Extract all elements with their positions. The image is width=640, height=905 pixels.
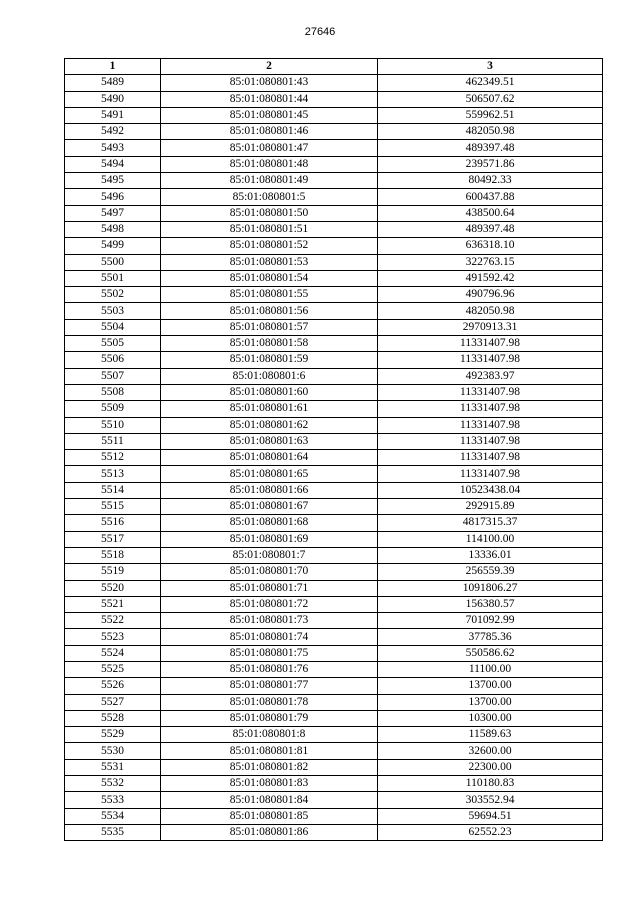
table-cell-col-2: 85:01:080801:83 — [161, 776, 378, 792]
table-row — [65, 384, 603, 400]
table-cell-col-2: 85:01:080801:5 — [161, 189, 378, 205]
table-cell-col-1: 5491 — [65, 107, 161, 123]
table-row — [65, 173, 603, 189]
table-cell-col-1: 5526 — [65, 678, 161, 694]
table-cell-col-3: 482050.98 — [378, 124, 603, 140]
table-cell-col-3: 4817315.37 — [378, 515, 603, 531]
table-body — [65, 75, 603, 841]
table-cell-col-2: 85:01:080801:62 — [161, 417, 378, 433]
table-cell-col-3: 489397.48 — [378, 140, 603, 156]
table-cell-col-2: 85:01:080801:84 — [161, 792, 378, 808]
table-cell-col-2: 85:01:080801:68 — [161, 515, 378, 531]
table-row — [65, 417, 603, 433]
table-cell-col-1: 5533 — [65, 792, 161, 808]
table-cell-col-3: 489397.48 — [378, 221, 603, 237]
table-row — [65, 629, 603, 645]
table-cell-col-3: 11331407.98 — [378, 417, 603, 433]
table-cell-col-3: 303552.94 — [378, 792, 603, 808]
table-cell-col-1: 5512 — [65, 450, 161, 466]
table-cell-col-1: 5527 — [65, 694, 161, 710]
table-cell-col-3: 492383.97 — [378, 368, 603, 384]
table-cell-col-1: 5501 — [65, 270, 161, 286]
table-cell-col-1: 5489 — [65, 75, 161, 91]
table-row — [65, 824, 603, 840]
table-row — [65, 743, 603, 759]
table-row — [65, 238, 603, 254]
table-row — [65, 580, 603, 596]
table-row — [65, 433, 603, 449]
table-cell-col-3: 10300.00 — [378, 710, 603, 726]
table-cell-col-2: 85:01:080801:76 — [161, 661, 378, 677]
table-cell-col-2: 85:01:080801:53 — [161, 254, 378, 270]
table-row — [65, 515, 603, 531]
table-row — [65, 645, 603, 661]
table-cell-col-3: 11331407.98 — [378, 450, 603, 466]
table-cell-col-3: 490796.96 — [378, 287, 603, 303]
table-row — [65, 710, 603, 726]
table-row — [65, 156, 603, 172]
table-row — [65, 91, 603, 107]
table-cell-col-2: 85:01:080801:61 — [161, 401, 378, 417]
table-cell-col-2: 85:01:080801:6 — [161, 368, 378, 384]
table-cell-col-1: 5531 — [65, 759, 161, 775]
table-cell-col-2: 85:01:080801:63 — [161, 433, 378, 449]
table-cell-col-3: 636318.10 — [378, 238, 603, 254]
table-cell-col-2: 85:01:080801:71 — [161, 580, 378, 596]
table-cell-col-3: 62552.23 — [378, 824, 603, 840]
table-cell-col-3: 239571.86 — [378, 156, 603, 172]
table-row — [65, 287, 603, 303]
table-cell-col-3: 506507.62 — [378, 91, 603, 107]
table-cell-col-3: 114100.00 — [378, 531, 603, 547]
table-row — [65, 368, 603, 384]
table-cell-col-2: 85:01:080801:55 — [161, 287, 378, 303]
table-row — [65, 808, 603, 824]
table-cell-col-2: 85:01:080801:51 — [161, 221, 378, 237]
table-cell-col-3: 13700.00 — [378, 694, 603, 710]
table-row — [65, 564, 603, 580]
table-cell-col-2: 85:01:080801:59 — [161, 352, 378, 368]
table-cell-col-3: 80492.33 — [378, 173, 603, 189]
table-cell-col-2: 85:01:080801:65 — [161, 466, 378, 482]
table-cell-col-1: 5515 — [65, 499, 161, 515]
table-cell-col-1: 5524 — [65, 645, 161, 661]
table-cell-col-3: 438500.64 — [378, 205, 603, 221]
table-cell-col-2: 85:01:080801:72 — [161, 596, 378, 612]
table-row — [65, 759, 603, 775]
table-cell-col-1: 5511 — [65, 433, 161, 449]
table-cell-col-3: 482050.98 — [378, 303, 603, 319]
table-cell-col-1: 5507 — [65, 368, 161, 384]
table-cell-col-1: 5508 — [65, 384, 161, 400]
table-cell-col-1: 5490 — [65, 91, 161, 107]
table-row — [65, 661, 603, 677]
table-cell-col-1: 5504 — [65, 319, 161, 335]
table-row — [65, 75, 603, 91]
table-cell-col-2: 85:01:080801:69 — [161, 531, 378, 547]
table-row — [65, 547, 603, 563]
table-cell-col-3: 22300.00 — [378, 759, 603, 775]
table-row — [65, 270, 603, 286]
table-cell-col-1: 5522 — [65, 613, 161, 629]
table-cell-col-2: 85:01:080801:50 — [161, 205, 378, 221]
table-cell-col-3: 256559.39 — [378, 564, 603, 580]
table-cell-col-2: 85:01:080801:64 — [161, 450, 378, 466]
table-cell-col-2: 85:01:080801:86 — [161, 824, 378, 840]
table-cell-col-2: 85:01:080801:82 — [161, 759, 378, 775]
table-cell-col-1: 5516 — [65, 515, 161, 531]
table-cell-col-1: 5534 — [65, 808, 161, 824]
table-row — [65, 189, 603, 205]
table-row — [65, 319, 603, 335]
table-row — [65, 401, 603, 417]
table-row — [65, 140, 603, 156]
table-cell-col-2: 85:01:080801:44 — [161, 91, 378, 107]
table-cell-col-3: 2970913.31 — [378, 319, 603, 335]
table-cell-col-1: 5494 — [65, 156, 161, 172]
data-table — [64, 58, 603, 841]
table-cell-col-1: 5496 — [65, 189, 161, 205]
table-cell-col-2: 85:01:080801:78 — [161, 694, 378, 710]
table-cell-col-3: 59694.51 — [378, 808, 603, 824]
table-cell-col-1: 5502 — [65, 287, 161, 303]
table-cell-col-3: 110180.83 — [378, 776, 603, 792]
table-row — [65, 205, 603, 221]
table-cell-col-3: 37785.36 — [378, 629, 603, 645]
table-cell-col-2: 85:01:080801:85 — [161, 808, 378, 824]
table-cell-col-2: 85:01:080801:79 — [161, 710, 378, 726]
table-cell-col-2: 85:01:080801:74 — [161, 629, 378, 645]
table-row — [65, 303, 603, 319]
page-number: 27646 — [304, 26, 336, 38]
table-cell-col-3: 11331407.98 — [378, 352, 603, 368]
table-cell-col-2: 85:01:080801:7 — [161, 547, 378, 563]
table-cell-col-1: 5535 — [65, 824, 161, 840]
table-cell-col-2: 85:01:080801:48 — [161, 156, 378, 172]
table-cell-col-1: 5492 — [65, 124, 161, 140]
table-cell-col-2: 85:01:080801:81 — [161, 743, 378, 759]
table-header-row — [65, 59, 603, 75]
table-cell-col-3: 701092.99 — [378, 613, 603, 629]
table-row — [65, 613, 603, 629]
table-row — [65, 776, 603, 792]
table-row — [65, 499, 603, 515]
column-header-3: 3 — [378, 59, 603, 75]
table-cell-col-3: 322763.15 — [378, 254, 603, 270]
column-header-1: 1 — [65, 59, 161, 75]
table-cell-col-1: 5498 — [65, 221, 161, 237]
table-cell-col-2: 85:01:080801:52 — [161, 238, 378, 254]
table-cell-col-1: 5495 — [65, 173, 161, 189]
table-cell-col-2: 85:01:080801:58 — [161, 336, 378, 352]
table-row — [65, 336, 603, 352]
table-cell-col-3: 292915.89 — [378, 499, 603, 515]
table-cell-col-3: 559962.51 — [378, 107, 603, 123]
table-cell-col-1: 5510 — [65, 417, 161, 433]
table-cell-col-3: 11331407.98 — [378, 433, 603, 449]
table-cell-col-2: 85:01:080801:67 — [161, 499, 378, 515]
table-cell-col-3: 156380.57 — [378, 596, 603, 612]
table-cell-col-3: 11100.00 — [378, 661, 603, 677]
table-cell-col-2: 85:01:080801:57 — [161, 319, 378, 335]
table-cell-col-1: 5500 — [65, 254, 161, 270]
table-cell-col-1: 5521 — [65, 596, 161, 612]
table-cell-col-1: 5497 — [65, 205, 161, 221]
table-cell-col-3: 600437.88 — [378, 189, 603, 205]
table-cell-col-1: 5519 — [65, 564, 161, 580]
table-cell-col-2: 85:01:080801:75 — [161, 645, 378, 661]
table-cell-col-1: 5529 — [65, 727, 161, 743]
table-row — [65, 531, 603, 547]
table-cell-col-1: 5499 — [65, 238, 161, 254]
table-cell-col-3: 11331407.98 — [378, 466, 603, 482]
table-cell-col-3: 11589.63 — [378, 727, 603, 743]
table-cell-col-3: 462349.51 — [378, 75, 603, 91]
table-cell-col-2: 85:01:080801:60 — [161, 384, 378, 400]
column-header-2: 2 — [161, 59, 378, 75]
table-cell-col-2: 85:01:080801:46 — [161, 124, 378, 140]
table-cell-col-3: 11331407.98 — [378, 384, 603, 400]
table-cell-col-1: 5514 — [65, 482, 161, 498]
table-cell-col-3: 11331407.98 — [378, 401, 603, 417]
table-cell-col-2: 85:01:080801:73 — [161, 613, 378, 629]
table-cell-col-3: 491592.42 — [378, 270, 603, 286]
table-cell-col-1: 5506 — [65, 352, 161, 368]
table-cell-col-3: 1091806.27 — [378, 580, 603, 596]
table-cell-col-2: 85:01:080801:70 — [161, 564, 378, 580]
table-row — [65, 352, 603, 368]
table-cell-col-1: 5532 — [65, 776, 161, 792]
table-row — [65, 596, 603, 612]
table-row — [65, 792, 603, 808]
table-cell-col-1: 5503 — [65, 303, 161, 319]
table-cell-col-3: 13700.00 — [378, 678, 603, 694]
table-row — [65, 124, 603, 140]
table-row — [65, 107, 603, 123]
table-cell-col-2: 85:01:080801:8 — [161, 727, 378, 743]
table-cell-col-1: 5513 — [65, 466, 161, 482]
table-cell-col-2: 85:01:080801:45 — [161, 107, 378, 123]
table-cell-col-3: 32600.00 — [378, 743, 603, 759]
table-cell-col-2: 85:01:080801:56 — [161, 303, 378, 319]
table-row — [65, 482, 603, 498]
table-cell-col-1: 5505 — [65, 336, 161, 352]
table-row — [65, 694, 603, 710]
table-cell-col-2: 85:01:080801:54 — [161, 270, 378, 286]
table-cell-col-1: 5525 — [65, 661, 161, 677]
table-cell-col-1: 5509 — [65, 401, 161, 417]
table-cell-col-1: 5493 — [65, 140, 161, 156]
table-row — [65, 221, 603, 237]
table-cell-col-3: 10523438.04 — [378, 482, 603, 498]
table-cell-col-3: 11331407.98 — [378, 336, 603, 352]
table-row — [65, 727, 603, 743]
table-row — [65, 450, 603, 466]
table-cell-col-2: 85:01:080801:66 — [161, 482, 378, 498]
table-cell-col-1: 5523 — [65, 629, 161, 645]
table-cell-col-2: 85:01:080801:49 — [161, 173, 378, 189]
table-cell-col-2: 85:01:080801:43 — [161, 75, 378, 91]
table-cell-col-2: 85:01:080801:47 — [161, 140, 378, 156]
table-cell-col-3: 13336.01 — [378, 547, 603, 563]
table-cell-col-1: 5530 — [65, 743, 161, 759]
table-row — [65, 466, 603, 482]
table-row — [65, 678, 603, 694]
table-cell-col-2: 85:01:080801:77 — [161, 678, 378, 694]
table-cell-col-1: 5517 — [65, 531, 161, 547]
table-cell-col-1: 5520 — [65, 580, 161, 596]
table-row — [65, 254, 603, 270]
table-cell-col-3: 550586.62 — [378, 645, 603, 661]
table-cell-col-1: 5518 — [65, 547, 161, 563]
table-cell-col-1: 5528 — [65, 710, 161, 726]
